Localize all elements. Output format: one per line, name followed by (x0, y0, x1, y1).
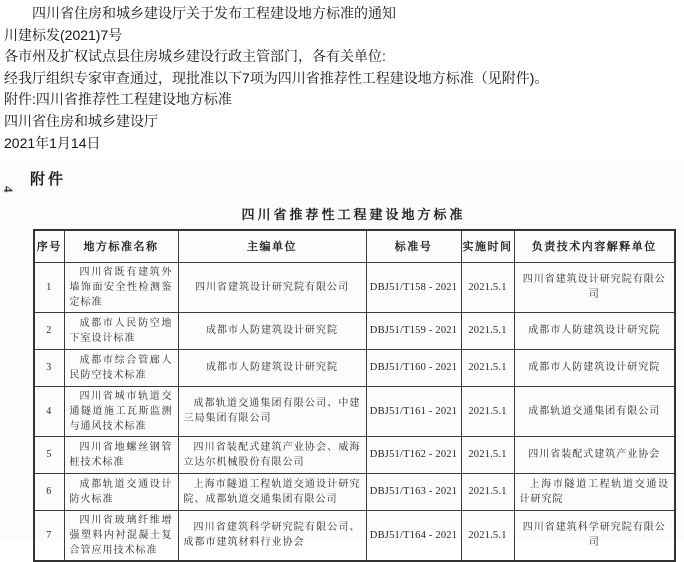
page-number: 4 (1, 186, 16, 193)
notice-title: 四川省住房和城乡建设厅关于发布工程建设地方标准的通知 (32, 5, 396, 21)
table-cell: 四川省建筑科学研究院有限公司、成都市建筑材料行业协会 (178, 510, 366, 561)
table-cell: 2021.5.1 (461, 312, 514, 349)
table-cell: DBJ51/T161 - 2021 (366, 386, 461, 436)
table-cell: 成都轨道交通集团有限公司 (514, 386, 675, 436)
table-cell: 成都市综合管廊人民防空技术标准 (64, 349, 178, 386)
table-header-row (34, 230, 675, 262)
table-header-cell: 序号 (34, 230, 64, 262)
table-cell: 2021.5.1 (461, 262, 514, 312)
table-cell: 4 (34, 386, 64, 436)
table-cell: 四川省城市轨道交通隧道施工瓦斯监测与通风技术标准 (64, 386, 178, 436)
table-cell: 3 (34, 349, 64, 386)
table-cell: 5 (34, 436, 64, 473)
table-cell: DBJ51/T163 - 2021 (366, 473, 461, 510)
notice-attachment-line: 附件:四川省推荐性工程建设地方标准 (4, 91, 232, 108)
notice-recipients: 各市州及扩权试点县住房城乡建设行政主管部门，各有关单位: (4, 48, 386, 65)
attachment-label: 附件 (30, 171, 67, 188)
table-cell: 成都市人防建筑设计研究院 (178, 349, 366, 386)
table-row (34, 473, 675, 510)
table-header-cell: 实施时间 (461, 230, 514, 262)
table-cell: DBJ51/T159 - 2021 (366, 312, 461, 349)
table-cell: 上海市隧道工程轨道交通设计研究院 (514, 473, 675, 510)
table-cell: 2021.5.1 (461, 386, 514, 436)
table-cell: 上海市隧道工程轨道交通设计研究院、成都轨道交通集团有限公司 (178, 473, 366, 510)
table-row (34, 386, 675, 436)
table-row (34, 436, 675, 473)
standards-table (33, 229, 676, 562)
table-row (34, 262, 675, 312)
table-cell: 1 (34, 262, 64, 312)
table-cell: DBJ51/T160 - 2021 (366, 349, 461, 386)
table-cell: 6 (34, 473, 64, 510)
table-cell: 四川省建筑设计研究院有限公司 (178, 262, 366, 312)
table-cell: 成都轨道交通设计防火标准 (64, 473, 178, 510)
table-header-cell: 地方标准名称 (64, 230, 178, 262)
table-cell: 四川省装配式建筑产业协会、威海立达尔机械股份有限公司 (178, 436, 366, 473)
notice-issuer: 四川省住房和城乡建设厅 (4, 112, 158, 129)
table-cell: DBJ51/T158 - 2021 (366, 262, 461, 312)
table-cell: 2021.5.1 (461, 473, 514, 510)
table-cell: 7 (34, 510, 64, 561)
table-cell: 成都市人防建筑设计研究院 (178, 312, 366, 349)
table-cell: DBJ51/T164 - 2021 (366, 510, 461, 561)
table-cell: 四川省建筑设计研究院有限公司 (514, 262, 675, 312)
table-cell: 2021.5.1 (461, 349, 514, 386)
table-cell: 成都市人防建筑设计研究院 (514, 312, 675, 349)
table-cell: 四川省装配式建筑产业协会 (514, 436, 675, 473)
table-header-cell: 标准号 (366, 230, 461, 262)
scanned-attachment (0, 160, 684, 556)
notice-doc-number: 川建标发(2021)7号 (4, 26, 123, 43)
table-cell: 四川省建筑科学研究院有限公司 (514, 510, 675, 561)
table-cell: 2 (34, 312, 64, 349)
table-cell: 2021.5.1 (461, 510, 514, 561)
notice-date: 2021年1月14日 (4, 134, 101, 151)
table-cell: 成都市人防建筑设计研究院 (514, 349, 675, 386)
table-row (34, 312, 675, 349)
table-cell: 成都轨道交通集团有限公司、中建三局集团有限公司 (178, 386, 366, 436)
table-cell: 成都市人民防空地下室设计标准 (64, 312, 178, 349)
table-cell: 四川省既有建筑外墙饰面安全性检测鉴定标准 (64, 262, 178, 312)
notice-text-block (4, 3, 682, 154)
table-cell: 四川省地螺丝钢管桩技术标准 (64, 436, 178, 473)
table-cell: 四川省玻璃纤维增强塑料内衬混凝土复合管应用技术标准 (64, 510, 178, 561)
table-row (34, 510, 675, 561)
table-title: 四川省推荐性工程建设地方标准 (241, 207, 466, 222)
table-cell: 2021.5.1 (461, 436, 514, 473)
table-header-cell: 负责技术内容解释单位 (514, 230, 675, 262)
table-row (34, 349, 675, 386)
table-header-cell: 主编单位 (178, 230, 366, 262)
notice-body: 经我厅组织专家审查通过，现批准以下7项为四川省推荐性工程建设地方标准（见附件)。 (4, 69, 549, 86)
table-cell: DBJ51/T162 - 2021 (366, 436, 461, 473)
